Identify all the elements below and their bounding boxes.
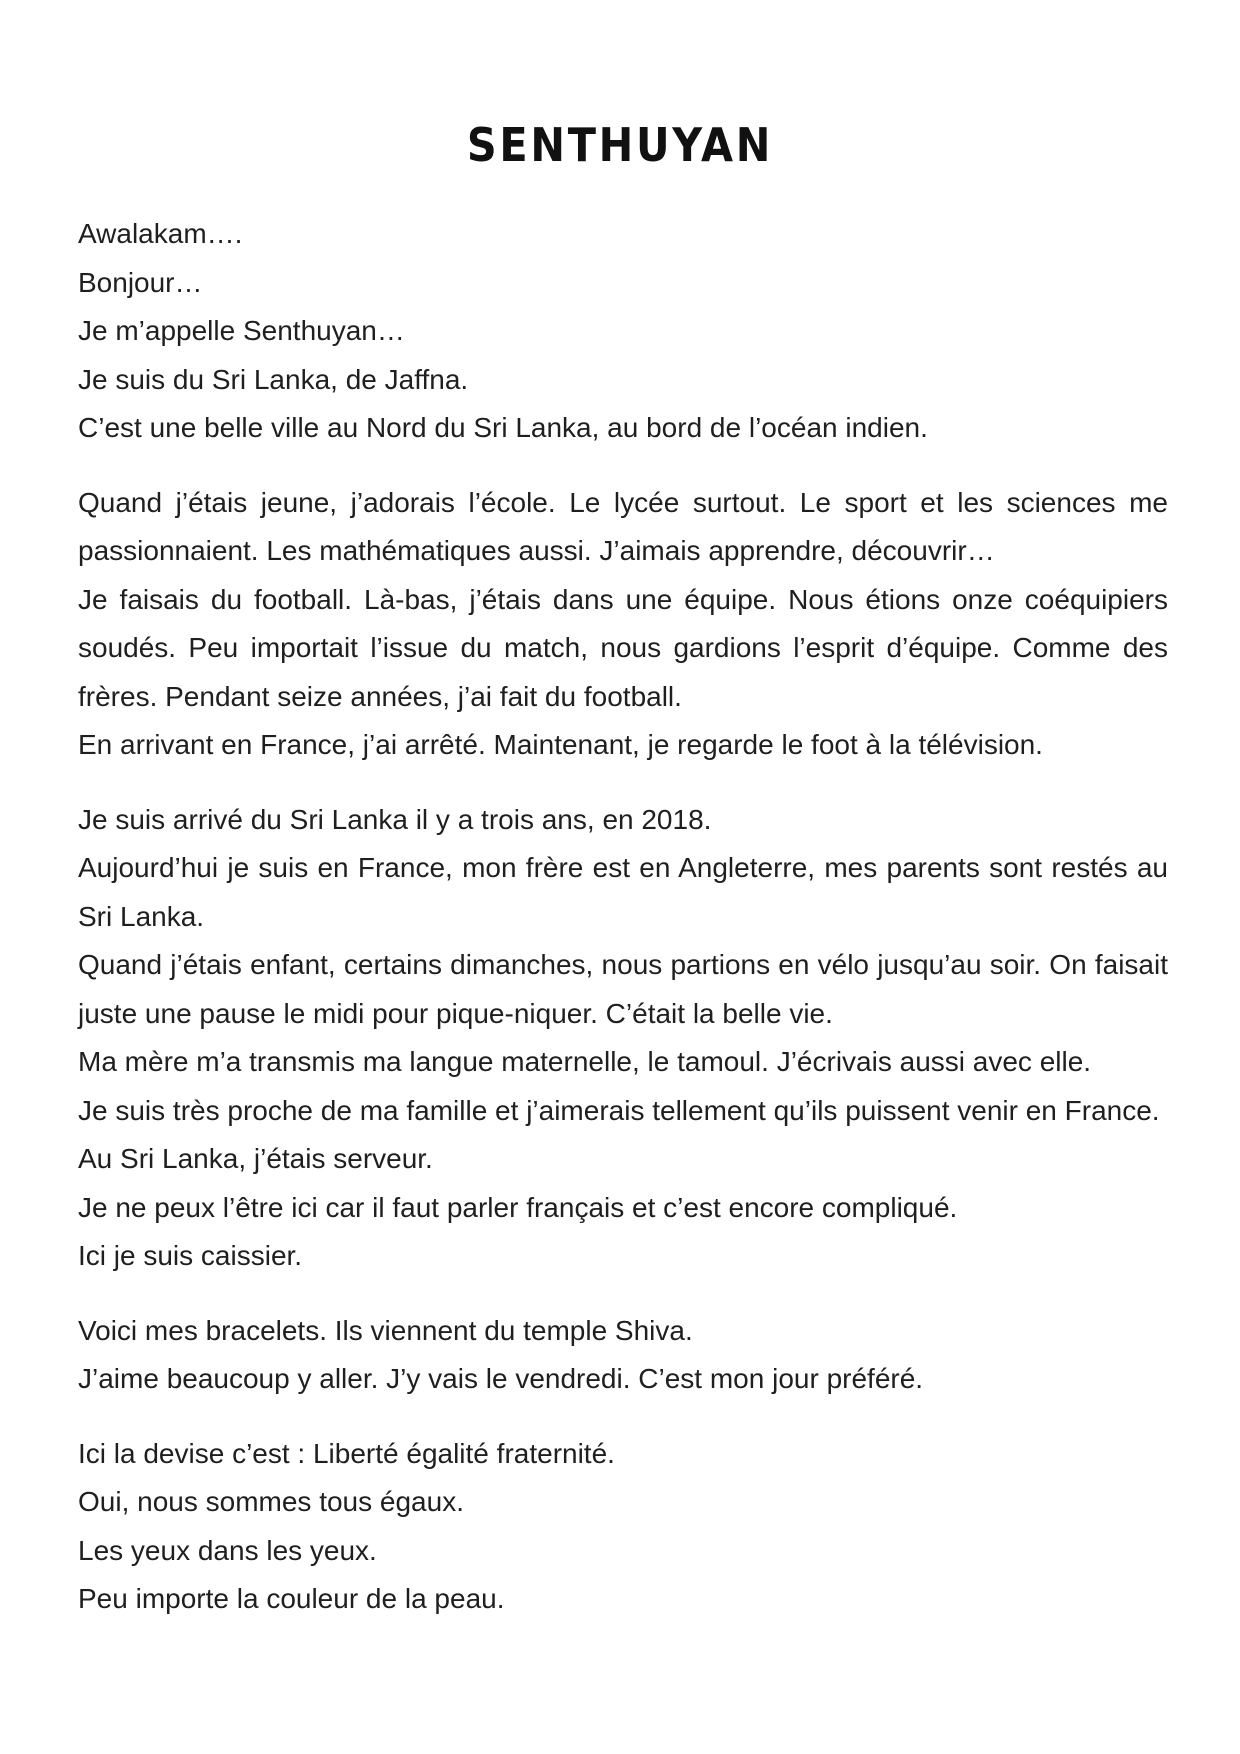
- text-line: Je suis du Sri Lanka, de Jaffna.: [78, 363, 469, 395]
- page-title: SENTHUYAN: [466, 118, 774, 172]
- text-line: Je ne peux l’être ici car il faut parler français et c’est encore compliqué.: [78, 1191, 958, 1223]
- text-line: Je suis arrivé du Sri Lanka il y a trois ans, en 2018.: [78, 803, 712, 835]
- text-line: Awalakam….: [78, 218, 243, 249]
- text-line: Ici la devise c’est : Liberté égalité fraternité.: [78, 1437, 615, 1469]
- text-line: Je suis très proche de ma famille et j’aimerais tellement qu’ils puissent venir en France.: [78, 1094, 1160, 1126]
- text-line: Quand j’étais jeune, j’adorais l’école. Le lycée surtout. Le sport et les sciences me passionnaient. Les mathématiques aussi. J’aimais apprendre, découvrir…: [78, 486, 1168, 566]
- paragraph-motto: [78, 1430, 1168, 1624]
- paragraph-youth: [78, 479, 1168, 770]
- text-line: Peu importe la couleur de la peau.: [78, 1583, 505, 1614]
- text-line: Je m’appelle Senthuyan…: [78, 315, 405, 346]
- text-line: J’aime beaucoup y aller. J’y vais le vendredi. C’est mon jour préféré.: [78, 1363, 924, 1394]
- text-body: [78, 210, 1168, 1650]
- text-line: Je faisais du football. Là-bas, j’étais dans une équipe. Nous étions onze coéquipiers soudés. Peu importait l’issue du match, nous gardions l’esprit d’équipe. Comme des frères. Pendant seize années, j’ai fait du football.: [78, 583, 1168, 712]
- text-line: Oui, nous sommes tous égaux.: [78, 1486, 464, 1517]
- text-line: Voici mes bracelets. Ils viennent du temple Shiva.: [78, 1314, 693, 1346]
- text-line: C’est une belle ville au Nord du Sri Lanka, au bord de l’océan indien.: [78, 412, 928, 443]
- text-line: Les yeux dans les yeux.: [78, 1534, 377, 1566]
- text-line: Bonjour…: [78, 266, 203, 298]
- text-line: Au Sri Lanka, j’étais serveur.: [78, 1143, 433, 1174]
- paragraph-arrival: [78, 796, 1168, 1281]
- paragraph-introduction: [78, 210, 1168, 453]
- text-line: Ma mère m’a transmis ma langue maternelle, le tamoul. J’écrivais aussi avec elle.: [78, 1046, 1092, 1077]
- text-line: Aujourd’hui je suis en France, mon frère est en Angleterre, mes parents sont restés au Sri Lanka.: [78, 852, 1168, 932]
- text-line: Ici je suis caissier.: [78, 1240, 303, 1271]
- text-line: En arrivant en France, j’ai arrêté. Maintenant, je regarde le foot à la télévision.: [78, 729, 1043, 760]
- paragraph-bracelets: [78, 1307, 1168, 1404]
- text-line: Quand j’étais enfant, certains dimanches, nous partions en vélo jusqu’au soir. On faisait juste une pause le midi pour pique-niquer. C’était la belle vie.: [78, 949, 1168, 1029]
